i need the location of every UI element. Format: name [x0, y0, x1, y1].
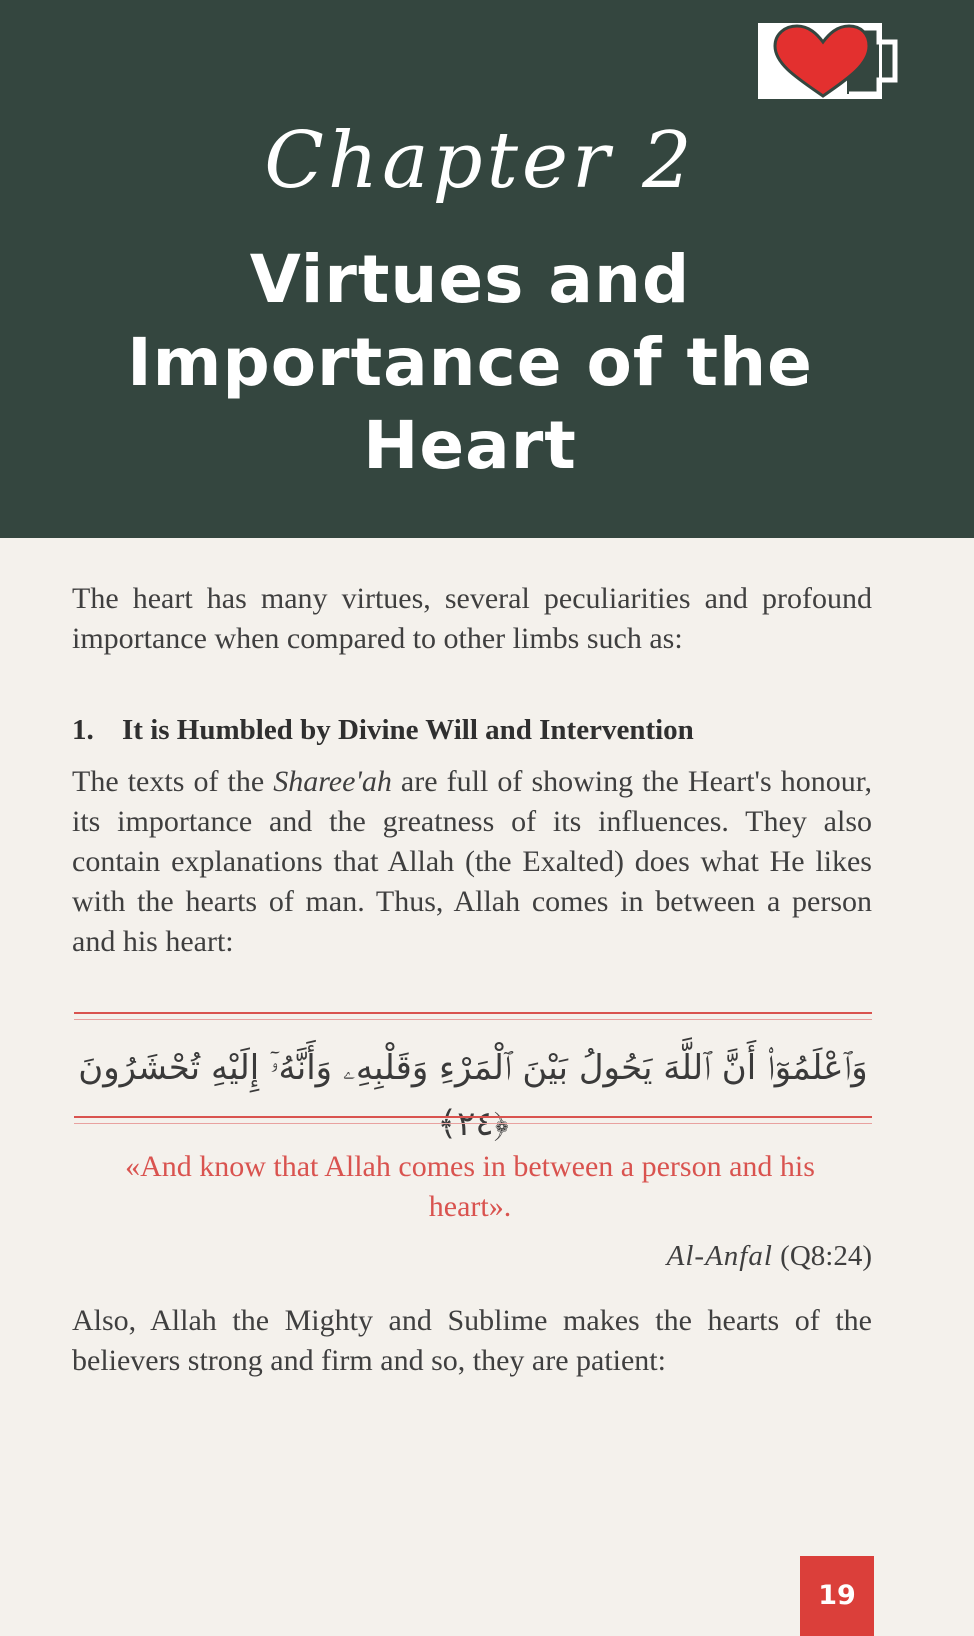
heart-battery-icon: [757, 22, 903, 100]
citation-surah: Al-Anfal: [666, 1240, 773, 1272]
verse-divider-top: [74, 1019, 872, 1020]
verse-divider-bottom: [74, 1116, 872, 1118]
chapter-title-line: Importance of the: [127, 324, 813, 401]
chapter-title: [90, 238, 850, 487]
chapter-label: Chapter 2: [264, 116, 696, 206]
verse-divider-bottom: [74, 1123, 872, 1124]
italic-term: Sharee'ah: [273, 765, 392, 798]
body-paragraph: [72, 762, 872, 962]
verse-divider-top: [74, 1012, 872, 1014]
intro-paragraph: The heart has many virtues, several peculiarities and profound importance when compared to other limbs such as:: [72, 582, 872, 655]
section-number: 1.: [72, 714, 94, 746]
paragraph-text: are full of showing the Heart's honour, its importance and the greatness of its influences. They also contain explanations that Allah (the Exalted) does what He likes with the hearts of man. Thus, Allah comes in between a person and his heart:: [72, 765, 872, 958]
page-number: 19: [800, 1556, 874, 1636]
verse-citation: [667, 1238, 872, 1274]
body-paragraph: Also, Allah the Mighty and Sublime makes the hearts of the believers strong and firm and so, they are patient:: [72, 1304, 872, 1377]
section-heading-text: It is Humbled by Divine Will and Intervention: [122, 714, 694, 746]
chapter-title-line: Heart: [363, 407, 577, 484]
paragraph-text: The texts of the: [72, 765, 274, 798]
arabic-verse: وَٱعْلَمُوٓا۟ أَنَّ ٱللَّهَ يَحُولُ بَيْنَ ٱلْمَرْءِ وَقَلْبِهِۦ وَأَنَّهُۥٓ إِلَيْهِ تُحْشَرُونَ ﴿٢٤﴾: [78, 1048, 868, 1144]
chapter-header: [0, 0, 974, 538]
citation-reference: (Q8:24): [772, 1240, 872, 1272]
section-heading: [72, 712, 872, 748]
chapter-title-line: Virtues and: [249, 241, 691, 318]
verse-translation: «And know that Allah comes in between a person and his heart».: [125, 1150, 815, 1223]
